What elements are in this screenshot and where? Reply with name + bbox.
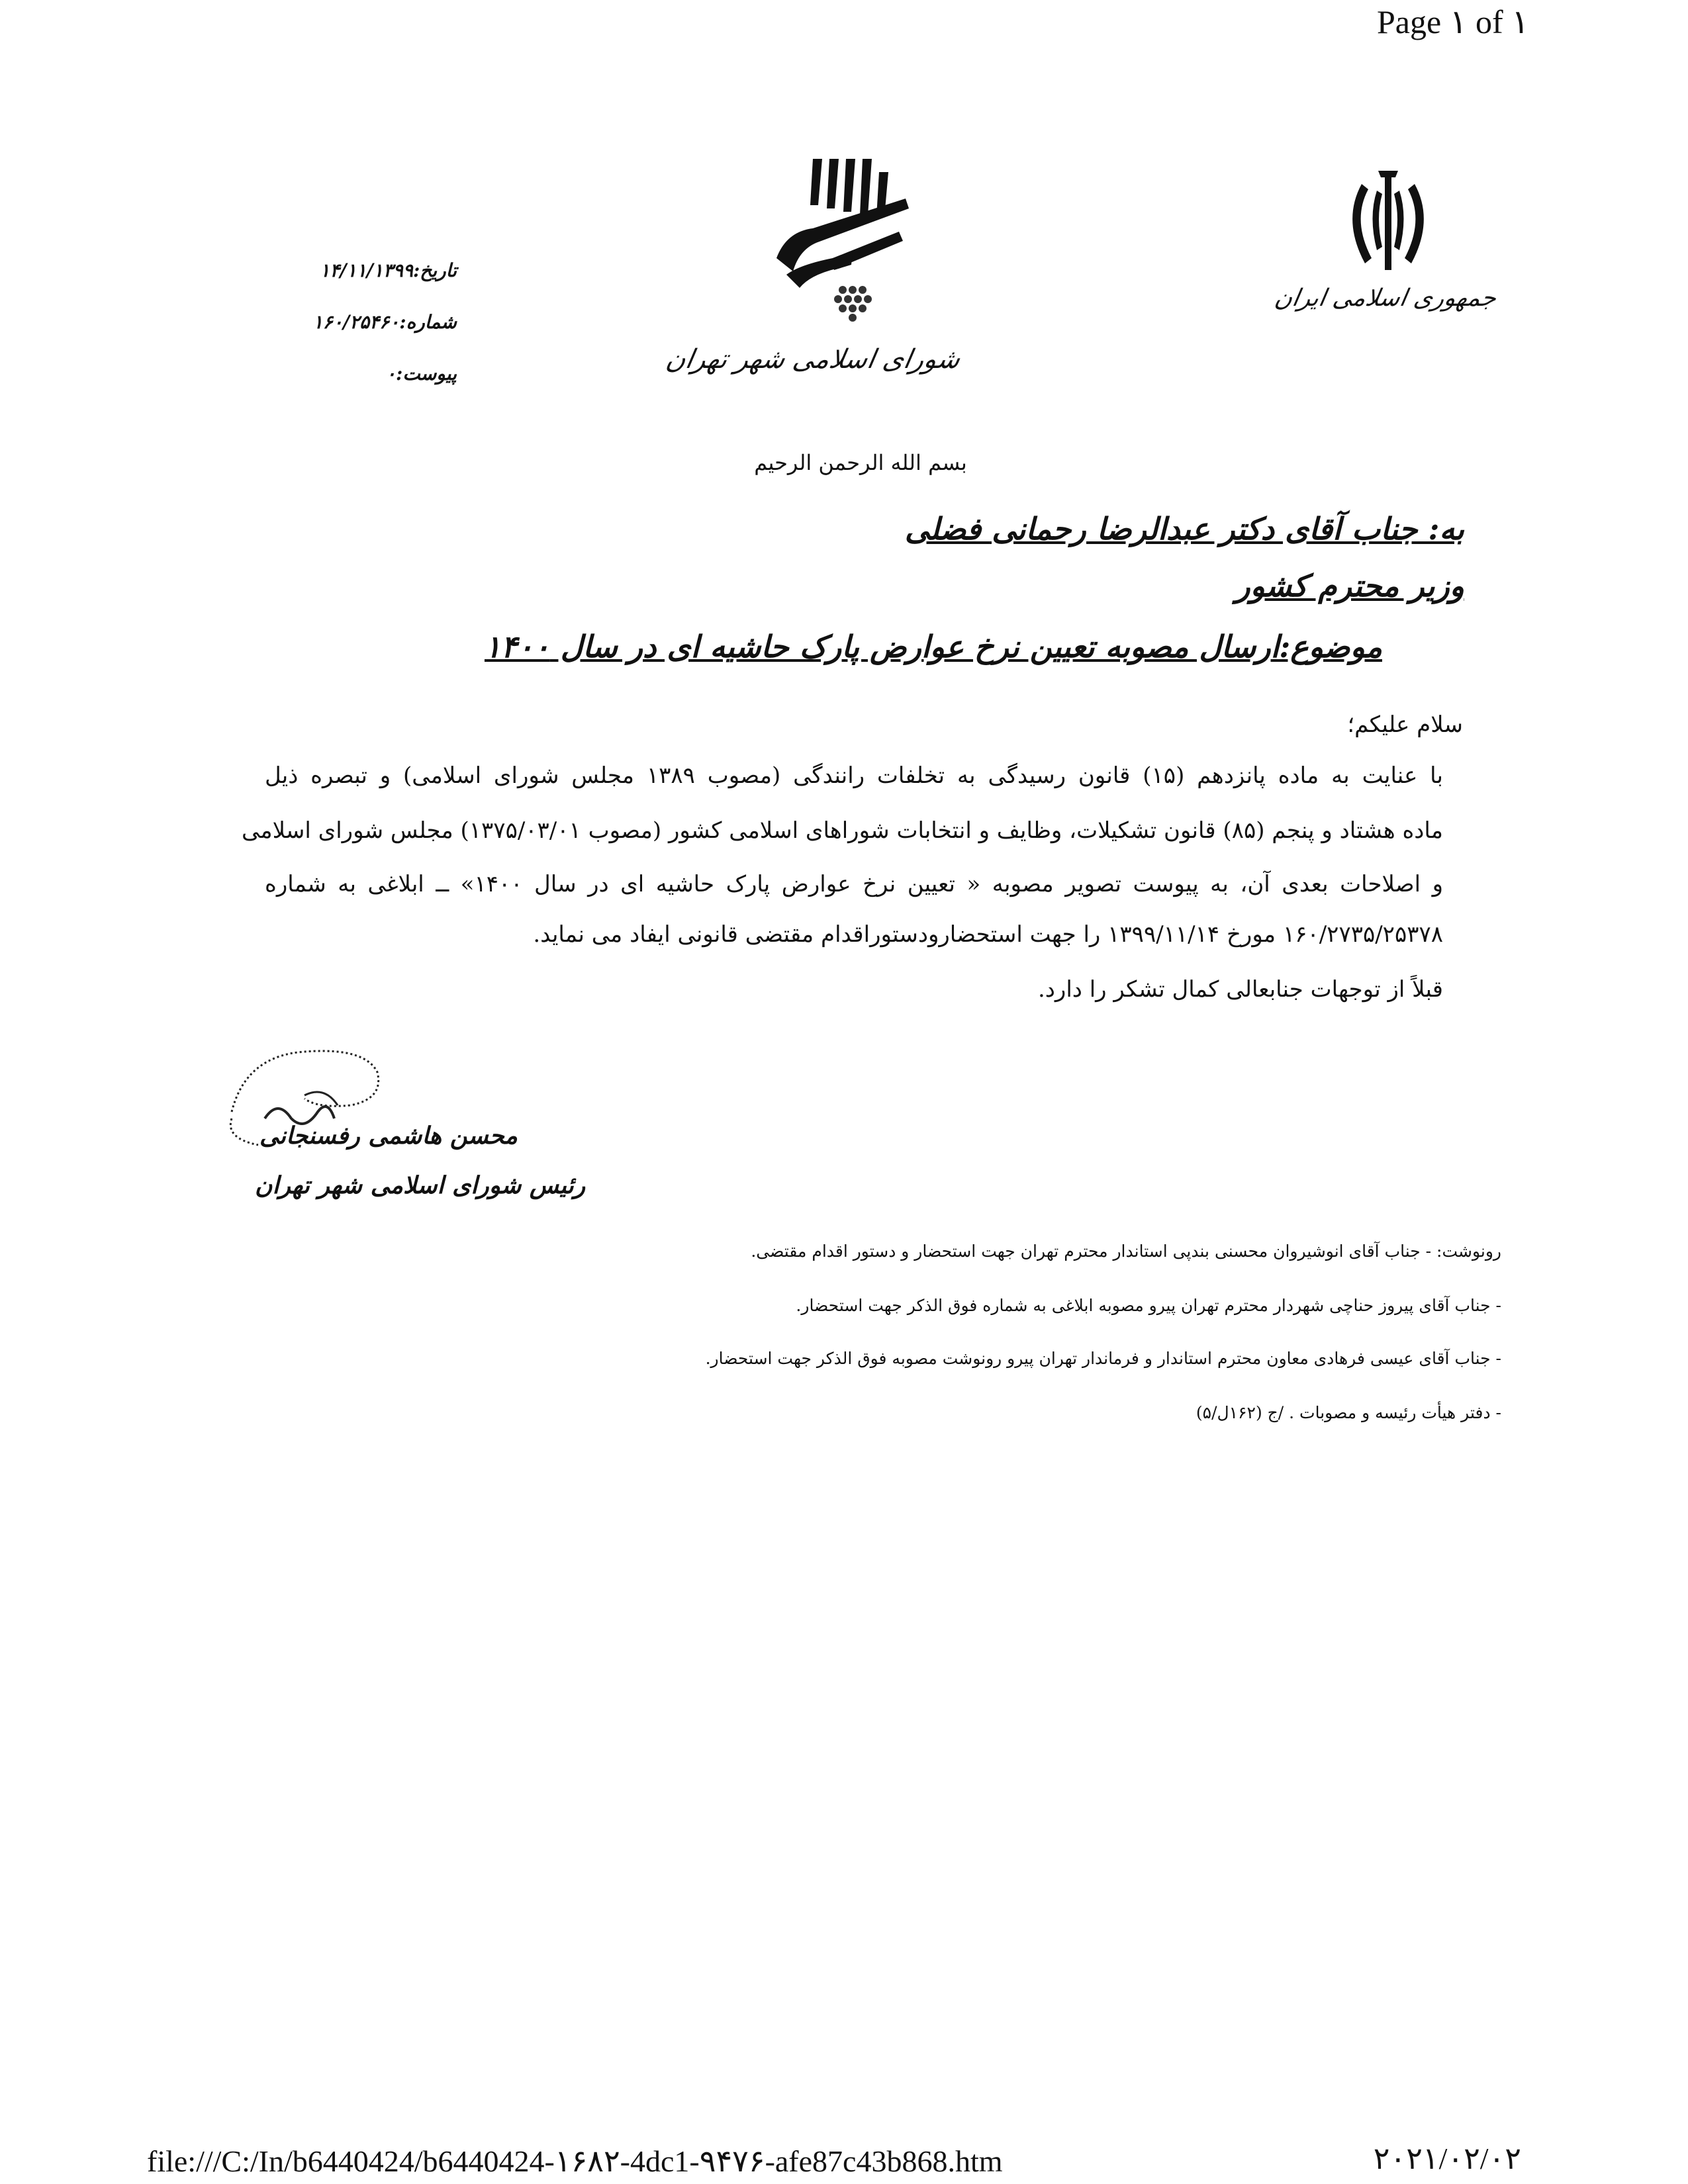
- body-line-1: با عنایت به ماده پانزدهم (۱۵) قانون رسیدگی به تخلفات رانندگی (مصوب ۱۳۸۹ مجلس شورای اسلامی) و تبصره ذیل: [265, 762, 1444, 789]
- body-line-2: ماده هشتاد و پنجم (۸۵) قانون تشکیلات، وظایف و انتخابات شوراهای اسلامی کشور (مصوب ۱۳۷۵/۰۳/۰۱) مجلس شورای اسلامی: [242, 817, 1443, 844]
- copy-line-3: - جناب آقای عیسی فرهادی معاون محترم استاندار و فرماندار تهران پیرو رونوشت مصوبه فوق الذکر جهت استحضار.: [705, 1349, 1501, 1368]
- recipient-title: وزیر محترم کشور: [1235, 568, 1464, 604]
- page-number-label: Page ۱ of ۱: [1376, 3, 1529, 40]
- copy-line-1: رونوشت: - جناب آقای انوشیروان محسنی بندپی استاندار محترم تهران جهت استحضار و دستور اقدام مقتضی.: [751, 1242, 1501, 1261]
- basmala: بسم الله الرحمن الرحیم: [754, 450, 967, 475]
- greeting: سلام علیکم؛: [1347, 711, 1463, 738]
- copy-line-4: - دفتر هیأت رئیسه و مصوبات . /ج (۱۶۲ل/۵): [1196, 1403, 1501, 1422]
- country-name-logotype: جمهوری اسلامی ایران: [1272, 285, 1499, 312]
- signatory-title: رئیس شورای اسلامی شهر تهران: [255, 1171, 586, 1199]
- copy-line-2: - جناب آقای پیروز حناچی شهردار محترم تهران پیرو مصوبه ابلاغی به شماره فوق الذکر جهت استحضار.: [796, 1296, 1501, 1315]
- body-line-3: و اصلاحات بعدی آن، به پیوست تصویر مصوبه « تعیین نرخ عوارض پارک حاشیه ای در سال ۱۴۰۰» ــ ابلاغی به شماره: [265, 871, 1443, 897]
- closing-line: قبلاً از توجهات جنابعالی کمال تشکر را دارد.: [1037, 976, 1443, 1003]
- letter-number: شماره:۱۶۰/۲۵۴۶۰: [312, 311, 457, 333]
- letter-date: تاریخ:۱۴/۱۱/۱۳۹۹: [320, 259, 457, 281]
- recipient-line: به: جناب آقای دکتر عبدالرضا رحمانی فضلی: [904, 511, 1464, 547]
- body-line-4: ۱۶۰/۲۷۳۵/۲۵۳۷۸ مورخ ۱۳۹۹/۱۱/۱۴ را جهت استحضارودستوراقدام مقتضی قانونی ایفاد می نماید.: [533, 921, 1443, 948]
- letter-subject: موضوع:ارسال مصوبه تعیین نرخ عوارض پارک حاشیه ای در سال ۱۴۰۰: [484, 629, 1382, 664]
- signatory-name: محسن هاشمی رفسنجانی: [259, 1122, 518, 1150]
- letter-attachment: پیوست:۰: [385, 363, 457, 385]
- iran-emblem-icon: [1338, 171, 1438, 277]
- print-date-footer: ۲۰۲۱/۰۲/۰۲: [1373, 2142, 1521, 2175]
- tehran-council-logo-icon: [773, 159, 912, 324]
- file-path-footer: file:///C:/In/b6440424/b6440424-۱۶۸۲-4dc1-۹۴۷۶-afe87c43b868.htm: [147, 2144, 1003, 2178]
- council-name-logotype: شورای اسلامی شهر تهران: [663, 344, 963, 375]
